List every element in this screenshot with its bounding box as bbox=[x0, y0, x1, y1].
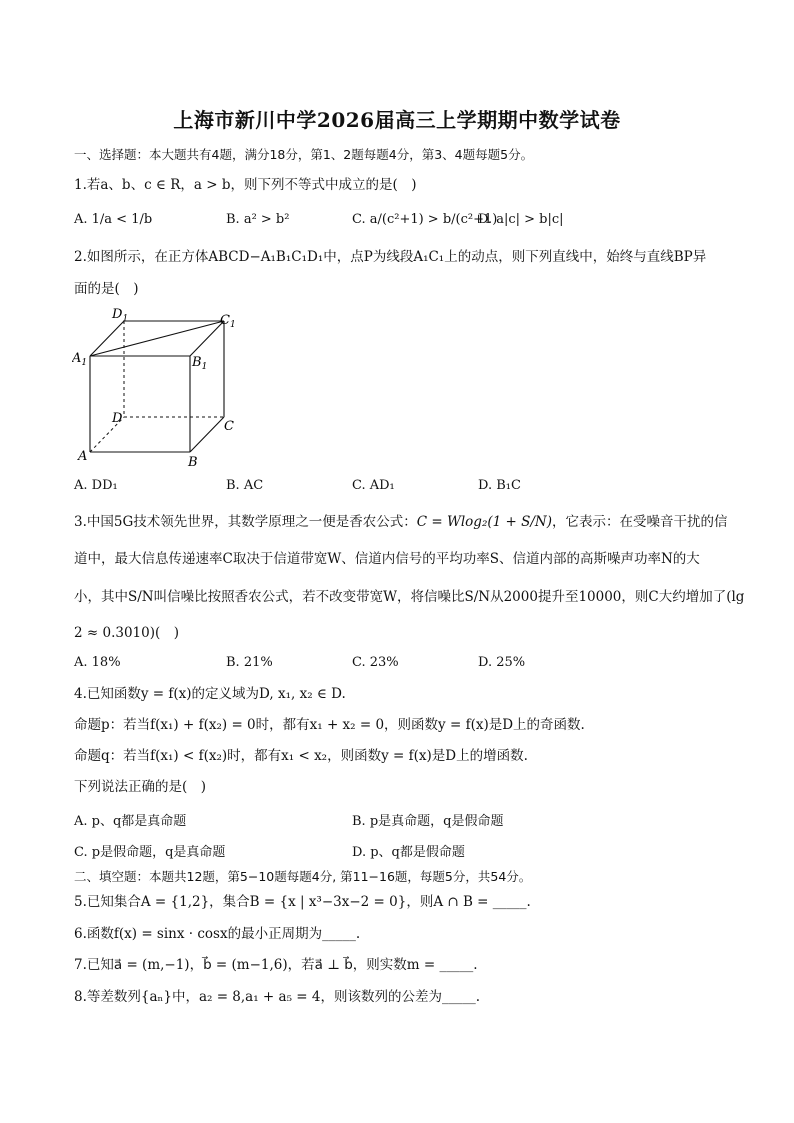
question-1-option-d: D. a|c| > b|c| bbox=[478, 212, 564, 227]
question-3-line3: 小，其中S/N叫信噪比按照香农公式，若不改变带宽W，将信噪比S/N从2000提升至10000，则C大约增加了(lg bbox=[74, 589, 745, 605]
question-3-option-c: C. 23% bbox=[352, 655, 399, 670]
question-2-option-c: C. AD₁ bbox=[352, 478, 395, 493]
question-4-option-b: B. p是真命题，q是假命题 bbox=[352, 814, 504, 829]
question-1-stem: 1.若a、b、c ∈ R，a > b，则下列不等式中成立的是( ) bbox=[74, 177, 417, 193]
question-2-option-a: A. DD₁ bbox=[74, 478, 118, 493]
question-4-proposition-p: 命题p：若当f(x₁) + f(x₂) = 0时，都有x₁ + x₂ = 0，则函数y = f(x)是D上的奇函数. bbox=[74, 717, 585, 733]
question-4-option-a: A. p、q都是真命题 bbox=[74, 814, 187, 829]
section-heading-choice: 一、选择题：本大题共有4题，满分18分，第1、2题每题4分，第3、4题每题5分。 bbox=[74, 147, 534, 162]
question-4-option-c: C. p是假命题，q是真命题 bbox=[74, 845, 226, 860]
question-3-option-a: A. 18% bbox=[74, 655, 121, 670]
label-b: B bbox=[188, 455, 198, 470]
question-3-line1 bbox=[74, 513, 728, 531]
label-a1: $A_1$ bbox=[72, 351, 88, 368]
label-a: A bbox=[78, 449, 88, 464]
question-7: 7.已知a⃗ = (m,−1)，b⃗ = (m−1,6)，若a⃗ ⊥ b⃗，则实数m = _____. bbox=[74, 957, 478, 973]
page-title: 上海市新川中学2026届高三上学期期中数学试卷 bbox=[173, 108, 621, 132]
question-4-option-d: D. p、q都是假命题 bbox=[352, 845, 465, 860]
question-4-prompt: 下列说法正确的是( ) bbox=[74, 779, 207, 795]
shannon-formula: C = Wlog₂(1 + S/N) bbox=[416, 514, 552, 530]
question-3-intro-cont: ，它表示：在受噪音干扰的信 bbox=[552, 514, 728, 530]
question-1-option-c: C. a/(c²+1) > b/(c²+1) bbox=[352, 212, 498, 227]
question-4-proposition-q: 命题q：若当f(x₁) < f(x₂)时，都有x₁ < x₂，则函数y = f(x)是D上的增函数. bbox=[74, 748, 528, 764]
label-d: D bbox=[112, 411, 123, 426]
edge-a1-d1 bbox=[90, 321, 124, 356]
question-2-option-b: B. AC bbox=[226, 478, 264, 493]
question-3-intro: 3.中国5G技术领先世界，其数学原理之一便是香农公式： bbox=[74, 514, 417, 530]
question-1-option-b: B. a² > b² bbox=[226, 212, 290, 227]
question-8: 8.等差数列{aₙ}中，a₂ = 8,a₁ + a₅ = 4，则该数列的公差为_____. bbox=[74, 989, 481, 1005]
question-5: 5.已知集合A = {1,2}，集合B = {x | x³−3x−2 = 0}，则A ∩ B = _____. bbox=[74, 894, 531, 910]
edge-b-c bbox=[190, 417, 224, 452]
question-6: 6.函数f(x) = sinx · cosx的最小正周期为_____. bbox=[74, 926, 361, 942]
question-2-option-d: D. B₁C bbox=[478, 478, 521, 493]
label-d1: $D_1$ bbox=[112, 307, 129, 324]
label-c: C bbox=[224, 419, 234, 434]
edge-b1-c1 bbox=[190, 321, 224, 356]
question-3-line4: 2 ≈ 0.3010)( ) bbox=[74, 625, 180, 641]
question-3-option-b: B. 21% bbox=[226, 655, 273, 670]
label-b1: $B_1$ bbox=[192, 355, 208, 372]
question-3-line2: 道中，最大信息传递速率C取决于信道带宽W、信道内信号的平均功率S、信道内部的高斯噪声功率N的大 bbox=[74, 551, 700, 567]
cube-figure bbox=[72, 304, 242, 470]
question-1-option-a: A. 1/a < 1/b bbox=[74, 212, 153, 227]
question-3-option-d: D. 25% bbox=[478, 655, 526, 670]
label-c1: $C_1$ bbox=[220, 313, 236, 330]
question-4-line1: 4.已知函数y = f(x)的定义域为D, x₁, x₂ ∈ D. bbox=[74, 686, 346, 702]
question-2-stem-line1: 2.如图所示，在正方体ABCD−A₁B₁C₁D₁中，点P为线段A₁C₁上的动点，则下列直线中，始终与直线BP异 bbox=[74, 249, 707, 265]
section-heading-fill-in: 二、填空题：本题共12题，第5−10题每题4分, 第11−16题，每题5分，共54分。 bbox=[74, 869, 532, 884]
segment-a1-c1 bbox=[90, 321, 224, 356]
question-2-stem-line2: 面的是( ) bbox=[74, 281, 139, 297]
